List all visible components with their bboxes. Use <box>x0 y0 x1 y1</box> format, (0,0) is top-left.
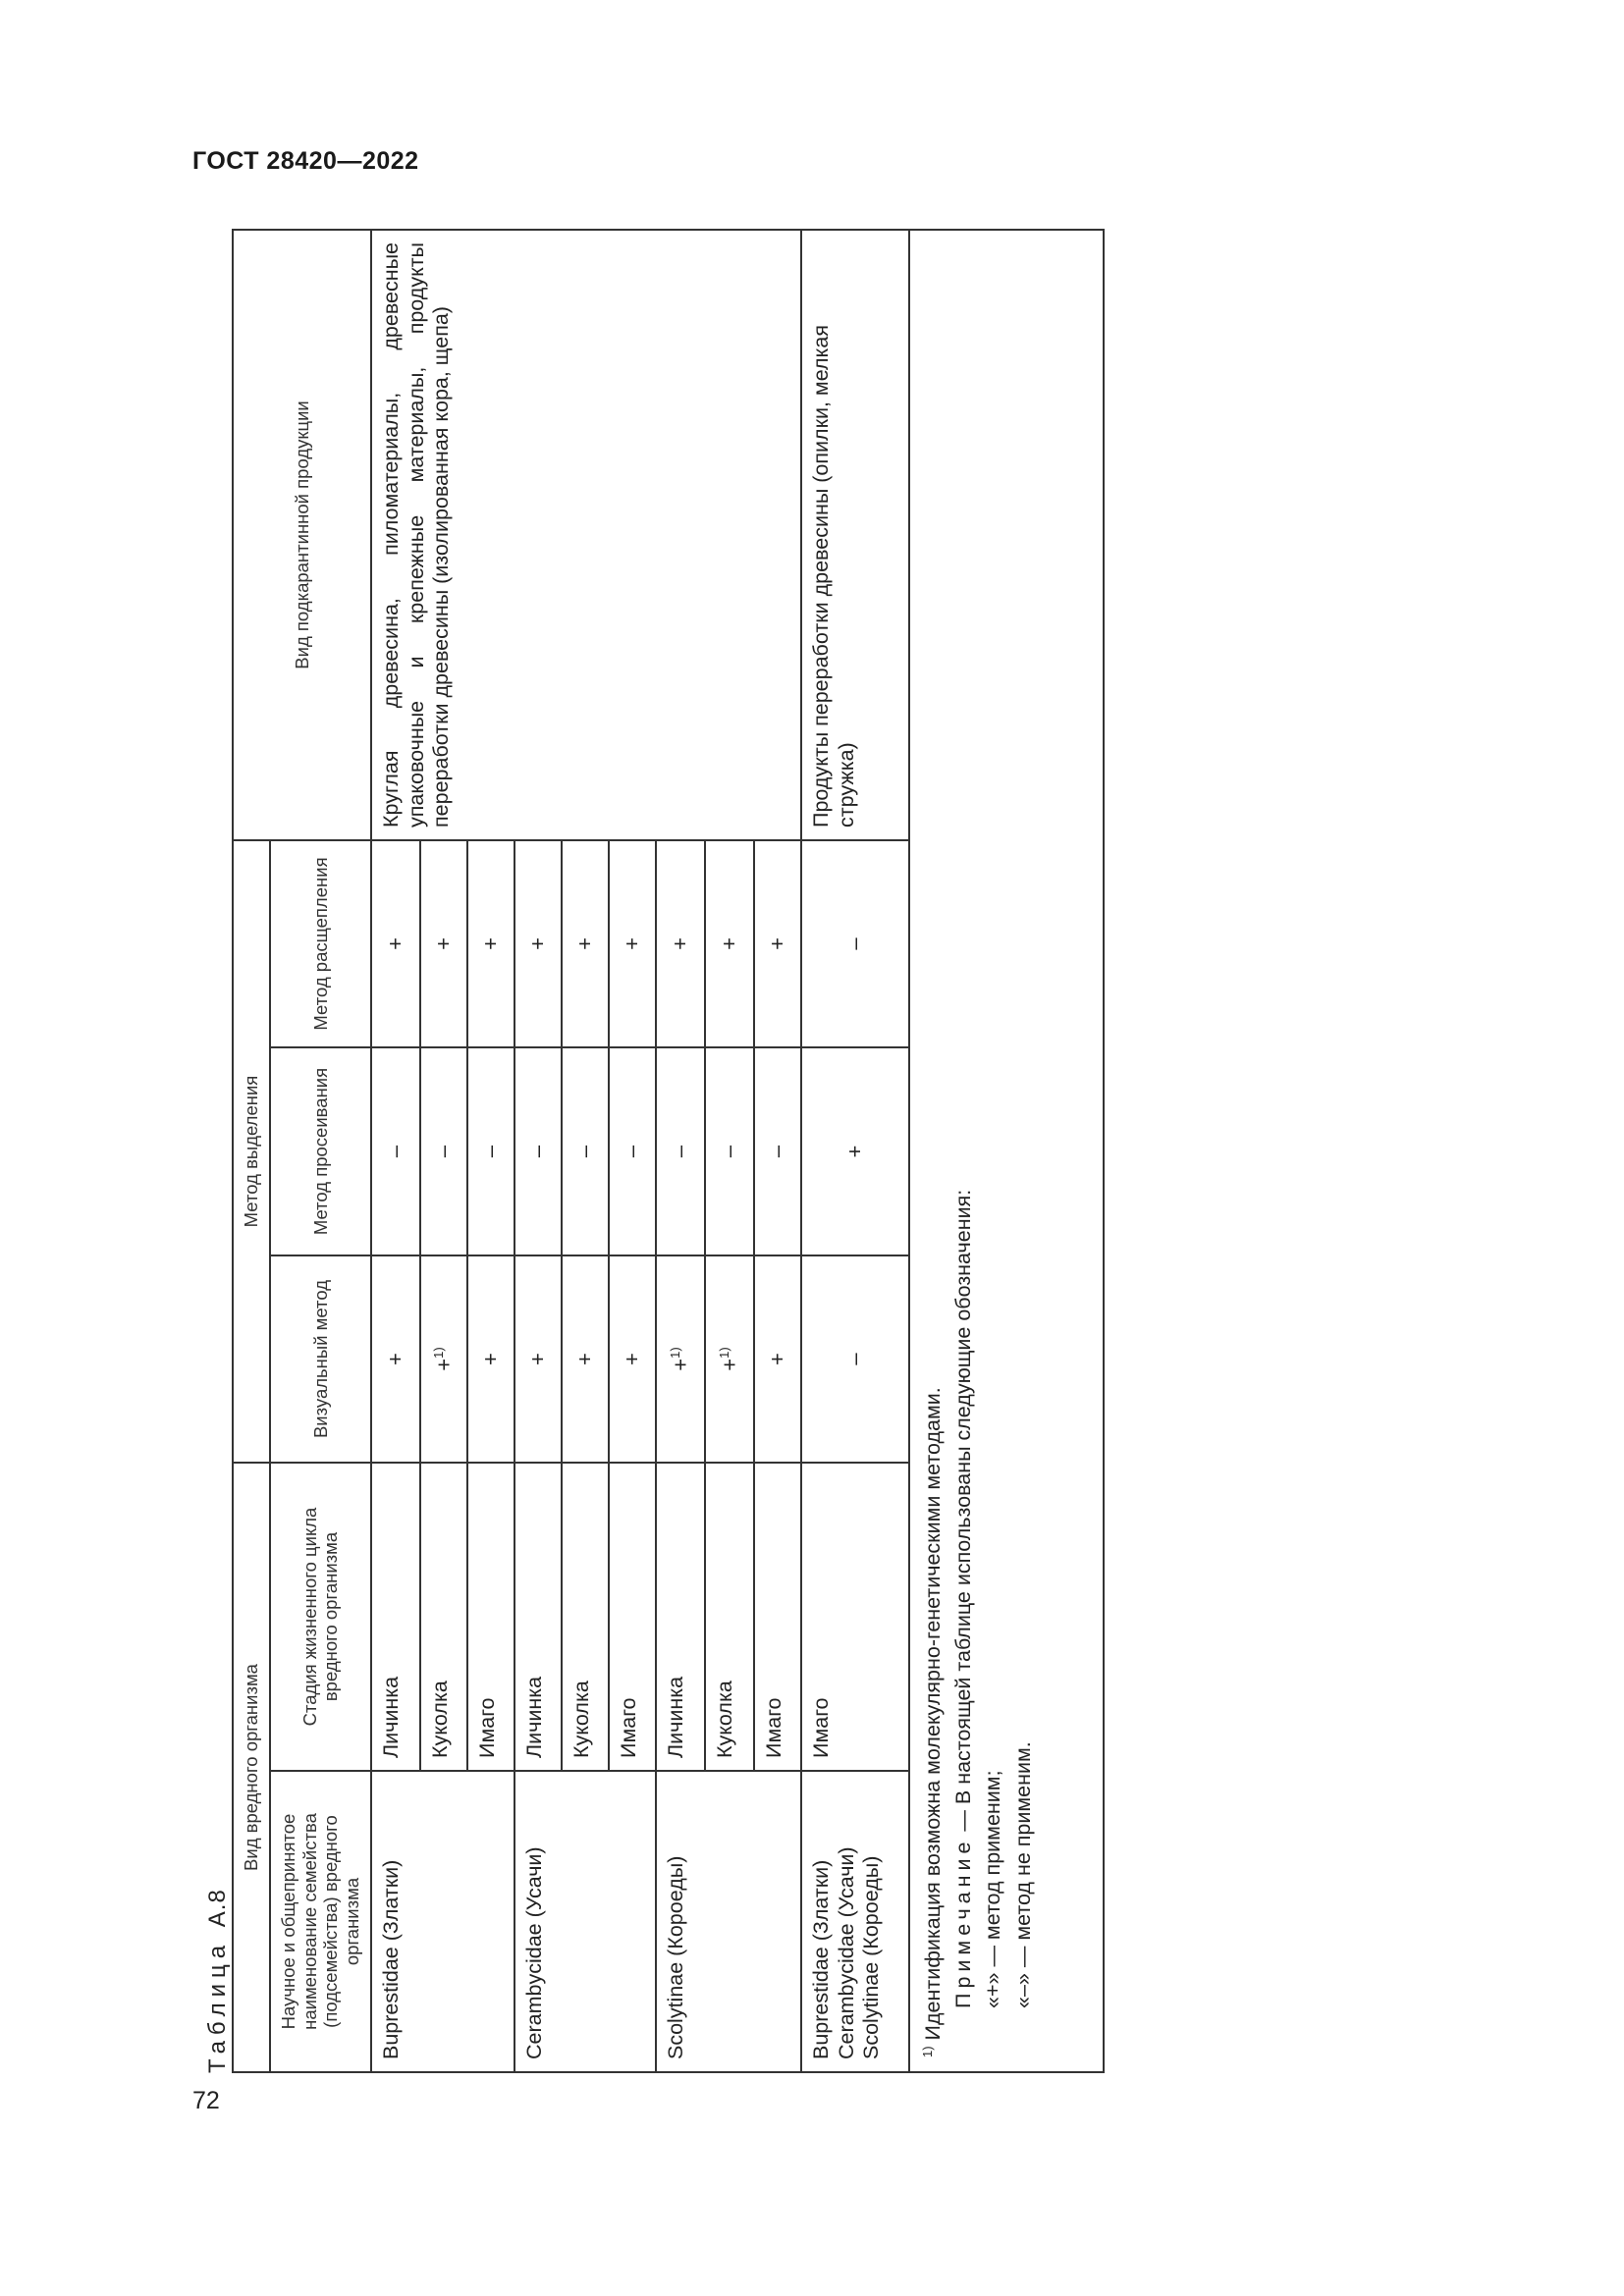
stage-cell: Куколка <box>420 1463 467 1771</box>
stage-cell: Имаго <box>801 1463 909 1771</box>
split-cell: + <box>467 840 514 1047</box>
sieve-cell: – <box>609 1047 656 1255</box>
footnote-ref: 1) <box>431 1347 446 1359</box>
header-group-organism: Вид вредного организма <box>233 1463 270 2072</box>
family-line: Cerambycidae (Усачи) <box>834 1846 858 2059</box>
split-cell: + <box>705 840 754 1047</box>
note-text: — В настоящей таблице использованы следующие обозначения: <box>950 1189 975 1838</box>
visual-cell: + <box>562 1255 609 1463</box>
header-stage: Стадия жизненного цикла вредного организма <box>270 1463 371 1771</box>
header-product: Вид подкарантинной продукции <box>233 230 371 840</box>
split-cell: + <box>420 840 467 1047</box>
split-cell: + <box>754 840 801 1047</box>
notes-cell <box>909 230 1104 2072</box>
footnote-ref: 1) <box>717 1347 731 1359</box>
header-split: Метод расщепления <box>270 840 371 1047</box>
family-name: Cerambycidae (Усачи) <box>514 1771 656 2072</box>
table-caption-number: А.8 <box>204 1889 231 1928</box>
footnote-ref: 1) <box>668 1347 682 1359</box>
visual-value: + <box>717 1358 742 1371</box>
family-name: Buprestidae (Златки) <box>371 1771 514 2072</box>
table-caption <box>204 1889 232 2073</box>
sieve-cell: – <box>514 1047 562 1255</box>
footnote <box>918 244 948 2057</box>
split-cell: + <box>371 840 420 1047</box>
family-line: Buprestidae (Златки) <box>809 1859 834 2059</box>
sieve-cell: – <box>705 1047 754 1255</box>
sieve-cell: – <box>420 1047 467 1255</box>
header-visual: Визуальный метод <box>270 1255 371 1463</box>
header-group-method: Метод выделения <box>233 840 270 1463</box>
table-row <box>801 230 909 2072</box>
note-label: Примечание <box>950 1837 975 2008</box>
pest-methods-table <box>232 229 1105 2073</box>
visual-value: + <box>431 1358 457 1371</box>
table-row <box>371 230 420 2072</box>
visual-cell: + <box>754 1255 801 1463</box>
note <box>948 244 979 2057</box>
page-number: 72 <box>192 2087 220 2114</box>
sieve-cell: – <box>562 1047 609 1255</box>
visual-value: + <box>668 1358 693 1371</box>
legend-minus: «–» — метод не применим. <box>1010 1741 1035 2008</box>
header-sieve: Метод просеивания <box>270 1047 371 1255</box>
split-cell: + <box>562 840 609 1047</box>
split-cell: + <box>514 840 562 1047</box>
sieve-cell: – <box>656 1047 705 1255</box>
visual-cell: – <box>801 1255 909 1463</box>
rotated-table-block <box>192 228 1115 2073</box>
product-cell: Продукты переработки древесины (опилки, мелкая стружка) <box>801 230 909 840</box>
family-line: Scolytinae (Короеды) <box>858 1855 883 2059</box>
sieve-cell: – <box>371 1047 420 1255</box>
table-caption-prefix: Таблица <box>204 1939 231 2073</box>
sieve-cell: + <box>801 1047 909 1255</box>
product-cell: Круглая древесина, пиломатериалы, древесные упаковочные и крепежные материалы, продукты переработки древесины (изолированная кора, щепа) <box>371 230 801 840</box>
family-name-combined <box>801 1771 909 2072</box>
footnote-mark: 1) <box>919 2046 935 2057</box>
header-name: Научное и общепринятое наименование семейства (подсемейства) вредного организма <box>270 1771 371 2072</box>
sieve-cell: – <box>754 1047 801 1255</box>
sieve-cell: – <box>467 1047 514 1255</box>
stage-cell: Куколка <box>705 1463 754 1771</box>
split-cell: + <box>609 840 656 1047</box>
stage-cell: Имаго <box>467 1463 514 1771</box>
stage-cell: Личинка <box>371 1463 420 1771</box>
legend-plus: «+» — метод применим; <box>981 1770 1005 2008</box>
stage-cell: Имаго <box>754 1463 801 1771</box>
visual-cell: + <box>609 1255 656 1463</box>
split-cell: + <box>656 840 705 1047</box>
visual-cell <box>705 1255 754 1463</box>
stage-cell: Куколка <box>562 1463 609 1771</box>
stage-cell: Личинка <box>656 1463 705 1771</box>
document-header: ГОСТ 28420—2022 <box>192 147 419 175</box>
split-cell: – <box>801 840 909 1047</box>
visual-cell: + <box>371 1255 420 1463</box>
visual-cell <box>420 1255 467 1463</box>
notes-row <box>909 230 1104 2072</box>
visual-cell <box>656 1255 705 1463</box>
visual-cell: + <box>467 1255 514 1463</box>
stage-cell: Личинка <box>514 1463 562 1771</box>
visual-cell: + <box>514 1255 562 1463</box>
footnote-text: Идентификация возможна молекулярно-генетическими методами. <box>921 1387 946 2041</box>
stage-cell: Имаго <box>609 1463 656 1771</box>
family-name: Scolytinae (Короеды) <box>656 1771 801 2072</box>
